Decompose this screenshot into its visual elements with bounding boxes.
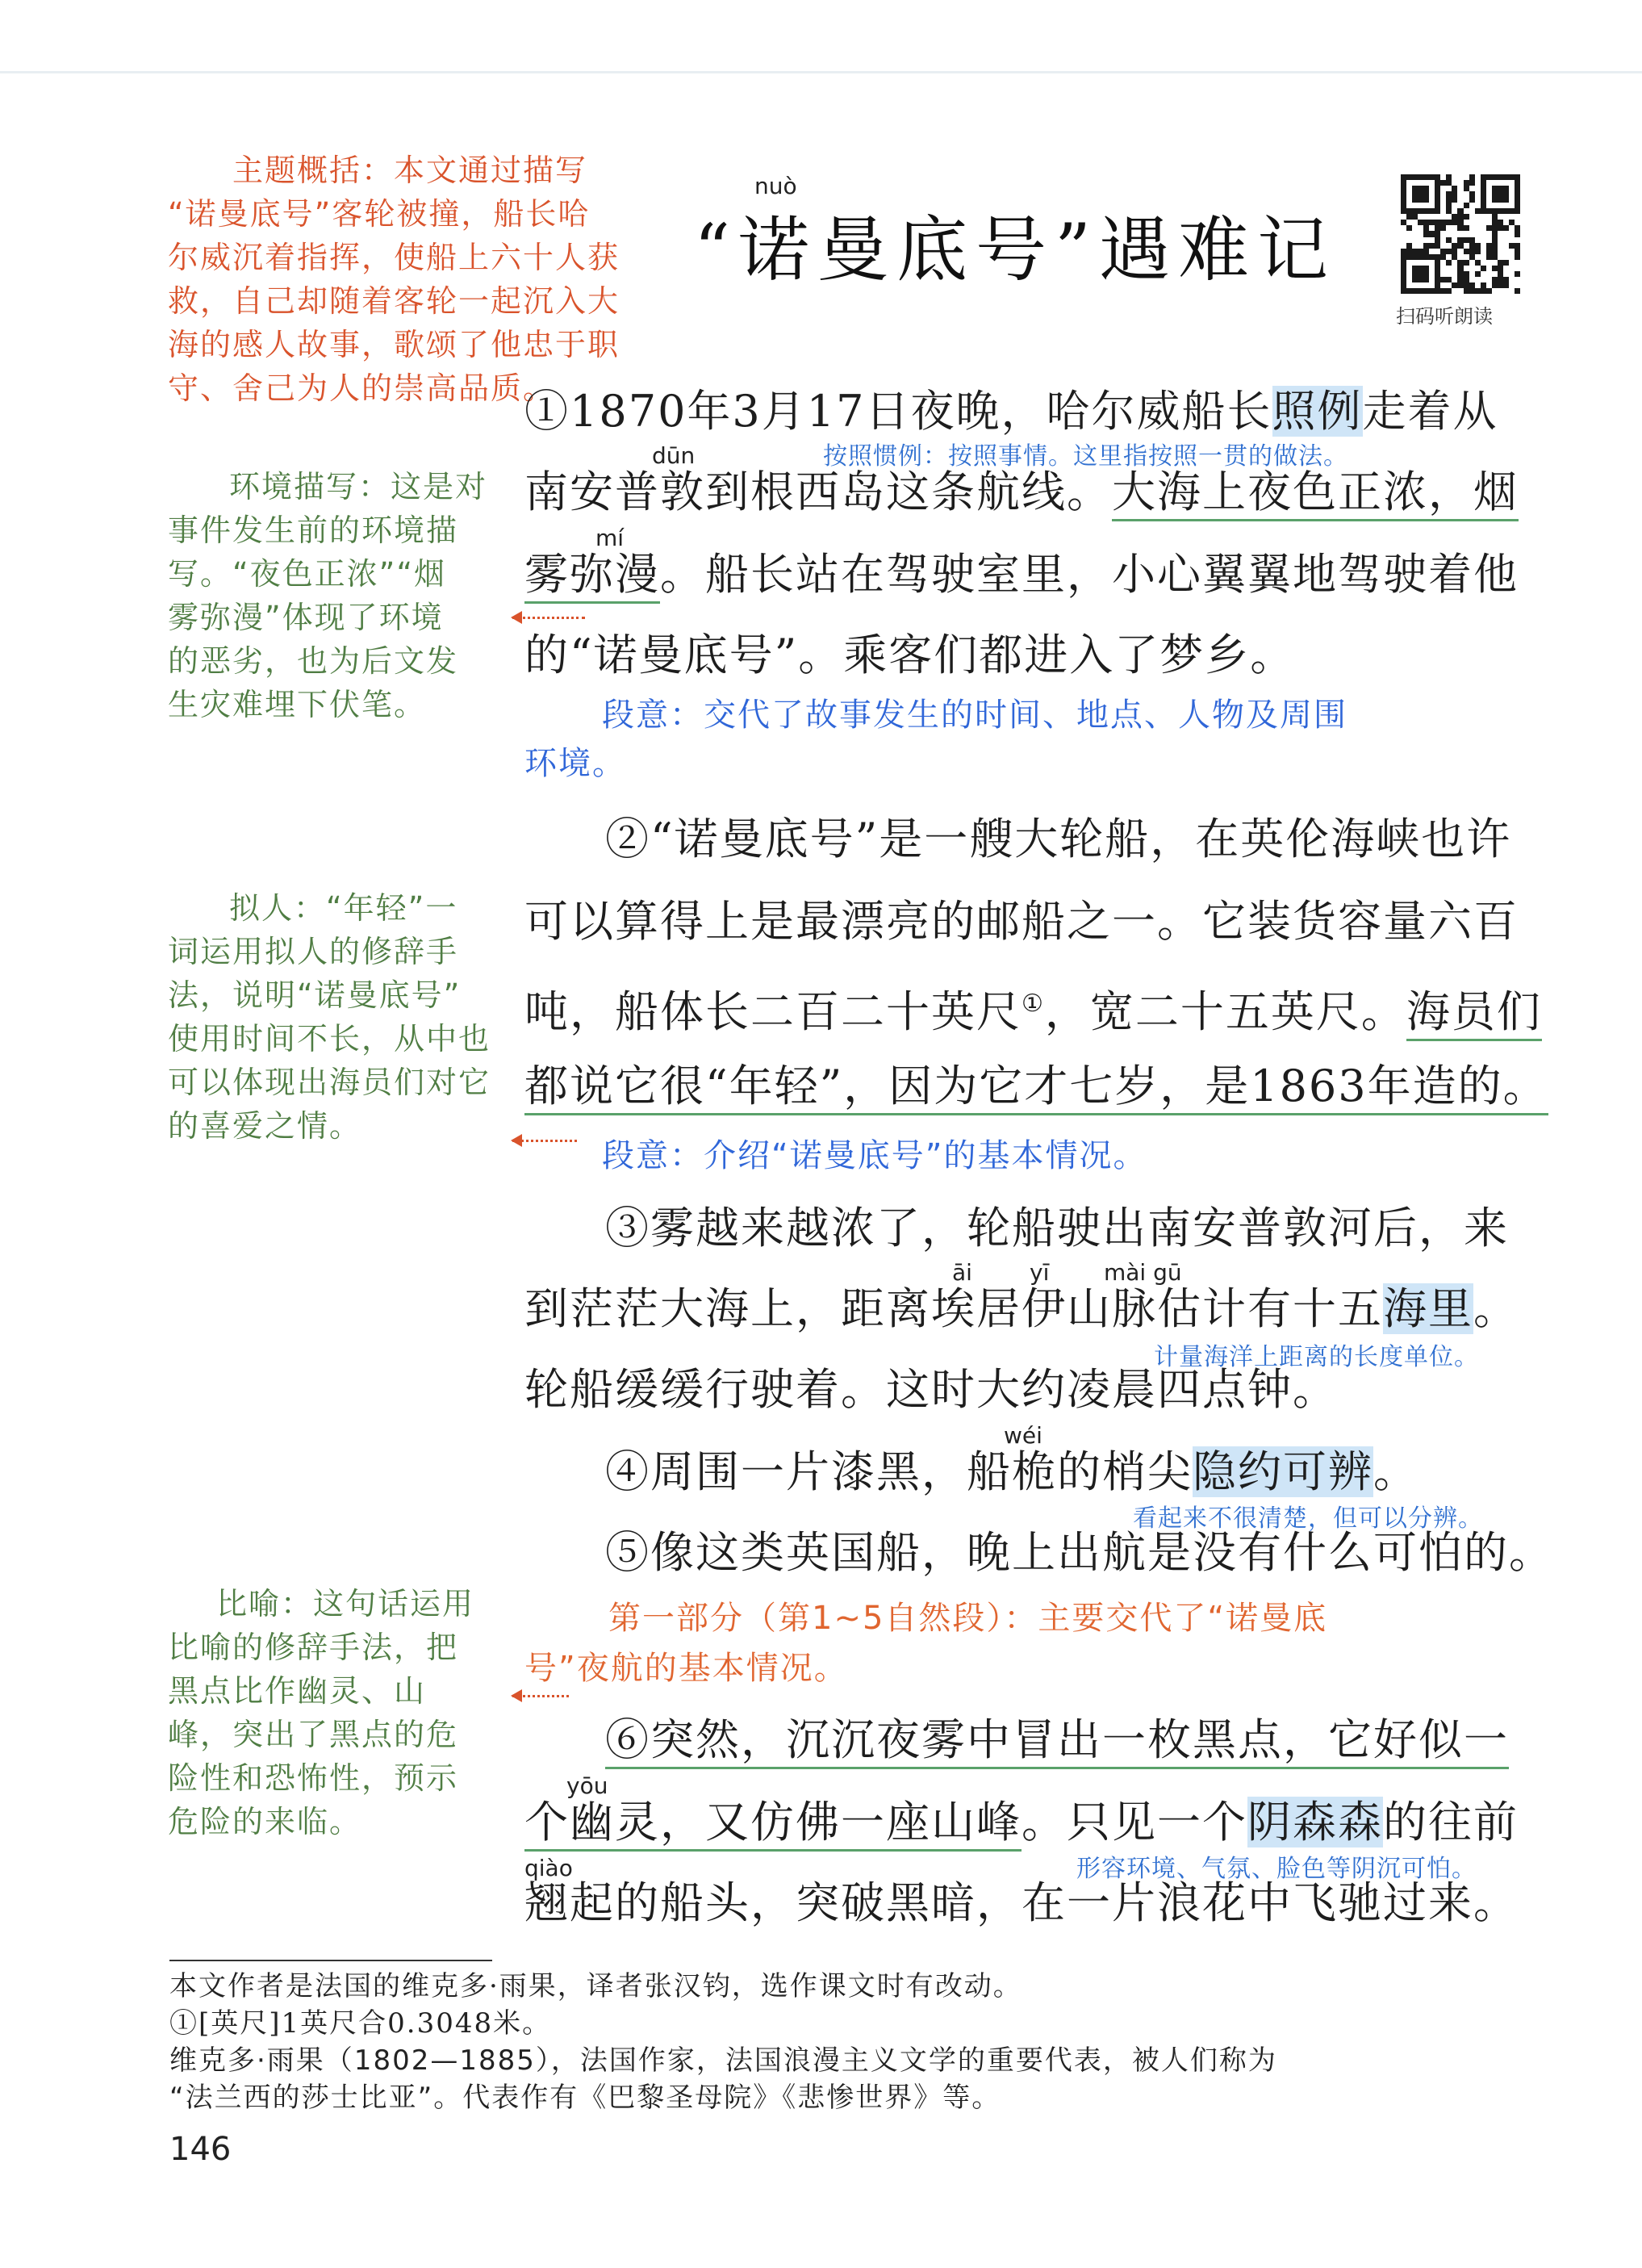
personification-arrow — [512, 1140, 577, 1142]
para1-line1: ①1870年3月17日夜晚，哈尔威船长照例走着从 — [524, 386, 1498, 437]
para1-summary: 段意：交代了故事发生的时间、地点、人物及周围 环境。 — [524, 697, 1347, 782]
footnote-author-line1: 维克多·雨果（1802—1885），法国作家，法国浪漫主义文学的重要代表，被人们称为 — [169, 2044, 1277, 2077]
gloss-yinsen: 形容环境、气氛、脸色等阴沉可怕。 — [1076, 1855, 1477, 1883]
pinyin-dun: dūn — [652, 442, 696, 469]
para1-line3: 雾弥漫。船长站在驾驶室里，小心翼翼地驾驶着他 — [524, 549, 1525, 600]
footnote-divider — [169, 1960, 492, 1961]
para6-line2: 个幽灵，又仿佛一座山峰。只见一个阴森森的往前 — [524, 1797, 1525, 1848]
para4-line: ④周围一片漆黑，船桅的梢尖隐约可辨。 — [605, 1446, 1418, 1497]
pinyin-yi: yī — [1030, 1259, 1050, 1286]
personification-annotation: 拟人：“年轻”一 词运用拟人的修辞手 法，说明“诺曼底号” 使用时间不长，从中也 可以体现出海员们对它 的喜爱之情。 — [168, 890, 491, 1144]
pinyin-qiao: qiào — [524, 1855, 573, 1881]
para3-line3: 轮船缓缓行驶着。这时大约凌晨四点钟。 — [524, 1364, 1338, 1415]
footnote-source: 本文作者是法国的维克多·雨果，译者张汉钧，选作课文时有改动。 — [169, 1970, 1022, 2002]
para3-line2: 到茫茫大海上，距离埃居伊山脉估计有十五海里。 — [524, 1283, 1519, 1334]
pinyin-ai: āi — [952, 1259, 972, 1286]
pinyin-maigu: mài gū — [1104, 1259, 1182, 1286]
top-divider — [0, 71, 1642, 73]
title-pinyin: nuò — [754, 173, 797, 199]
part1-summary: 第一部分（第1~5自然段）：主要交代了“诺曼底 号”夜航的基本情况。 — [524, 1600, 1328, 1687]
para2-summary: 段意：介绍“诺曼底号”的基本情况。 — [602, 1137, 1147, 1174]
pinyin-you: yōu — [566, 1772, 608, 1799]
para6-line3: 翘起的船头，突破黑暗，在一片浪花中飞驰过来。 — [524, 1877, 1519, 1928]
para3-line1: ③雾越来越浓了，轮船驶出南安普敦河后，来 — [605, 1203, 1509, 1253]
qr-label: 扫码听朗读 — [1396, 305, 1493, 328]
page-number: 146 — [169, 2131, 232, 2168]
para6-line1: ⑥突然，沉沉夜雾中冒出一枚黑点，它好似一 — [524, 1714, 1525, 1766]
para2-line1: ②“诺曼底号”是一艘大轮船，在英伦海峡也许 — [605, 814, 1512, 864]
para1-line4: 的“诺曼底号”。乘客们都进入了梦乡。 — [524, 630, 1296, 680]
environment-arrow — [512, 617, 585, 619]
gloss-yinyue: 看起来不很清楚，但可以分辨。 — [1133, 1504, 1483, 1533]
theme-annotation: 主题概括：本文通过描写 “诺曼底号”客轮被撞，船长哈 尔威沉着指挥，使船上六十人获 救，自己却随着客轮一起沉入大 海的感人故事，歌颂了他忠于职 守、舍己为人的崇高品质。 — [168, 153, 620, 406]
pinyin-mi: mí — [595, 525, 625, 551]
footnote-unit: ①[英尺]1英尺合0.3048米。 — [169, 2007, 552, 2040]
footnote-author-line2: “法兰西的莎士比亚”。代表作有《巴黎圣母院》《悲惨世界》等。 — [169, 2082, 1001, 2114]
metaphor-annotation: 比喻：这句话运用 比喻的修辞手法，把 黑点比作幽灵、山 峰，突出了黑点的危 险性和恐怖性，预示 危险的来临。 — [168, 1586, 475, 1839]
qr-code-icon[interactable] — [1401, 174, 1520, 294]
para2-line3: 吨，船体长二百二十英尺①，宽二十五英尺。海员们 — [524, 978, 1525, 1038]
environment-annotation: 环境描写：这是对 事件发生前的环境描 写。“夜色正浓”“烟 雾弥漫”体现了环境 的恶劣，也为后文发 生灾难埋下伏笔。 — [168, 469, 488, 722]
metaphor-arrow — [512, 1695, 569, 1697]
pinyin-wei: wéi — [1004, 1422, 1042, 1449]
lesson-title: “诺曼底号”遇难记 — [694, 208, 1336, 291]
gloss-haili: 计量海洋上距离的长度单位。 — [1154, 1343, 1479, 1371]
para1-line2: 南安普敦到根西岛这条航线。大海上夜色正浓，烟 — [524, 467, 1525, 518]
para5-line: ⑤像这类英国船，晚上出航是没有什么可怕的。 — [605, 1527, 1554, 1578]
para2-line4: 都说它很“年轻”，因为它才七岁，是1863年造的。 — [524, 1061, 1525, 1112]
para2-line2: 可以算得上是最漂亮的邮船之一。它装货容量六百 — [524, 896, 1519, 947]
gloss-zhaoli: 按照惯例：按照事情。这里指按照一贯的做法。 — [823, 442, 1348, 471]
